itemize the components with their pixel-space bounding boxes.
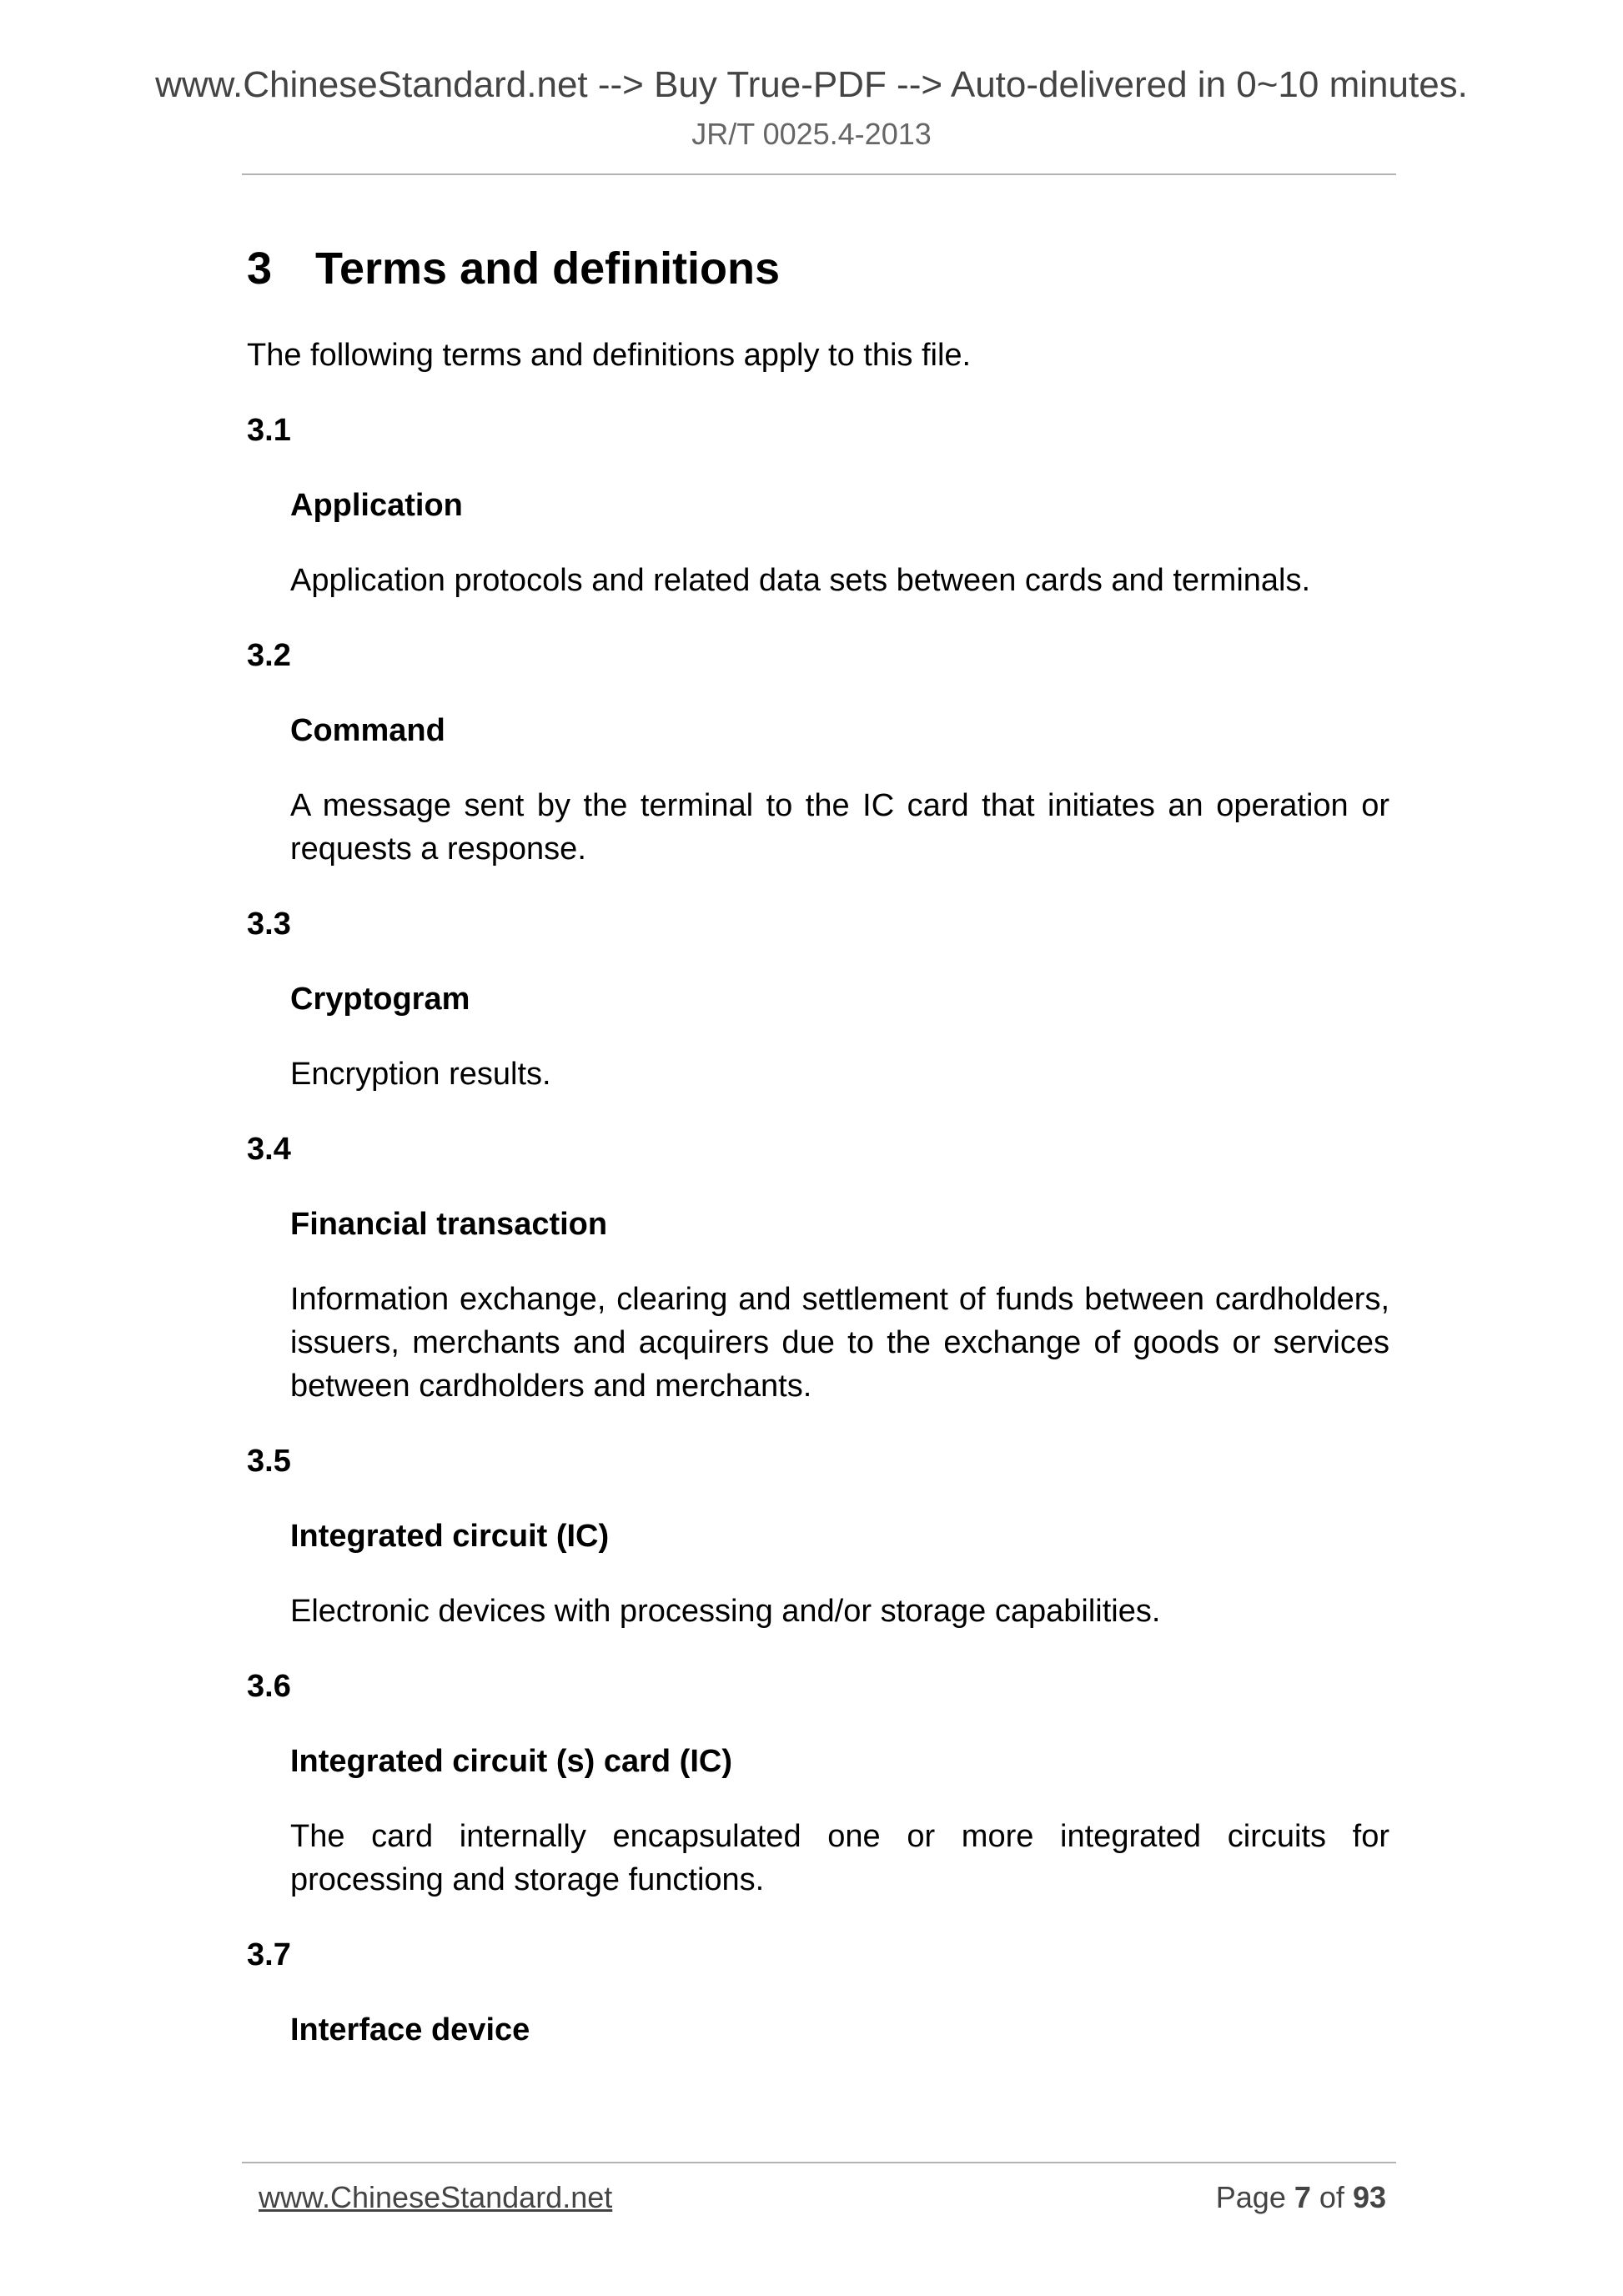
section-intro: The following terms and definitions apply to this file. bbox=[247, 338, 972, 373]
term-definition: Encryption results. bbox=[290, 1057, 551, 1092]
header-banner: www.ChineseStandard.net --> Buy True-PDF --> Auto-delivered in 0~10 minutes. bbox=[155, 64, 1468, 105]
term-name: Application bbox=[290, 488, 463, 523]
term-name: Integrated circuit (IC) bbox=[290, 1519, 610, 1554]
section-title: Terms and definitions bbox=[315, 244, 781, 294]
term-definition: Electronic devices with processing and/or storage capabilities. bbox=[290, 1594, 1161, 1629]
term-number: 3.6 bbox=[247, 1669, 291, 1704]
section-heading bbox=[247, 234, 1389, 304]
page-current: 7 bbox=[1294, 2180, 1311, 2214]
term-definition: The card internally encapsulated one or more integrated circuits for processing and storage functions. bbox=[290, 1819, 1389, 1897]
term-entry bbox=[247, 1439, 1389, 1633]
term-entry bbox=[247, 1128, 1389, 1408]
term-number: 3.5 bbox=[247, 1444, 291, 1479]
term-definition: A message sent by the terminal to the IC card that initiates an operation or requests a response. bbox=[290, 788, 1389, 867]
page-number bbox=[1216, 2180, 1386, 2215]
term-definition: Application protocols and related data sets between cards and terminals. bbox=[290, 563, 1311, 598]
header-divider bbox=[242, 173, 1396, 175]
term-entry bbox=[247, 634, 1389, 871]
term-name: Interface device bbox=[290, 2012, 530, 2047]
term-number: 3.7 bbox=[247, 1937, 291, 1972]
term-entry bbox=[247, 1665, 1389, 1902]
page-content bbox=[247, 234, 1389, 2052]
term-name: Financial transaction bbox=[290, 1207, 608, 1242]
term-number: 3.4 bbox=[247, 1132, 291, 1167]
term-number: 3.1 bbox=[247, 413, 291, 448]
term-entry bbox=[247, 902, 1389, 1096]
term-entry bbox=[247, 1933, 1389, 2052]
term-number: 3.2 bbox=[247, 638, 291, 673]
term-number: 3.3 bbox=[247, 907, 291, 942]
term-definition: Information exchange, clearing and settlement of funds between cardholders, issuers, merchants and acquirers due to the exchange of goods or services between cardholders and merchants. bbox=[290, 1282, 1389, 1404]
footer-divider bbox=[242, 2162, 1396, 2163]
term-entry bbox=[247, 409, 1389, 602]
footer-website-link[interactable]: www.ChineseStandard.net bbox=[259, 2180, 613, 2214]
term-name: Command bbox=[290, 713, 445, 748]
document-id: JR/T 0025.4-2013 bbox=[691, 117, 932, 151]
page-total: 93 bbox=[1352, 2180, 1386, 2214]
page-label: Page bbox=[1215, 2180, 1286, 2214]
term-name: Integrated circuit (s) card (IC) bbox=[290, 1744, 732, 1779]
page-of-label: of bbox=[1319, 2180, 1344, 2214]
section-number: 3 bbox=[247, 244, 273, 294]
term-name: Cryptogram bbox=[290, 982, 470, 1017]
